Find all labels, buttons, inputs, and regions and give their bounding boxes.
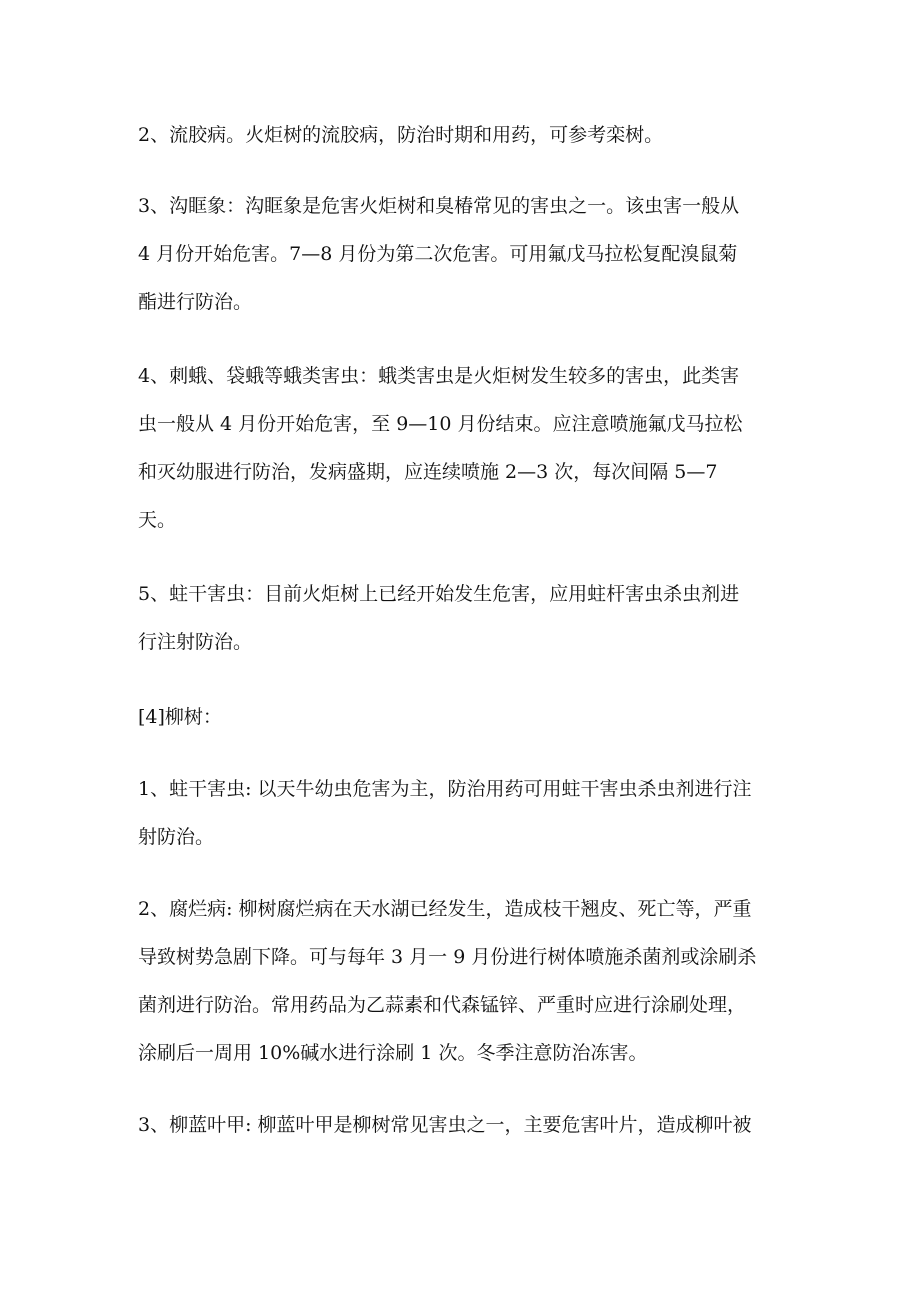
text-line: 导致树势急剧下降。可与每年 3 月一 9 月份进行树体喷施杀菌剂或涂刷杀 <box>138 946 757 968</box>
paragraph-canker <box>138 885 798 1077</box>
text-line: [4]柳树： <box>138 706 222 728</box>
paragraph-leaf-beetle <box>138 1101 798 1149</box>
text-line: 酯进行防治。 <box>138 291 253 313</box>
text-line: 3、柳蓝叶甲: 柳蓝叶甲是柳树常见害虫之一，主要危害叶片，造成柳叶被 <box>138 1114 752 1136</box>
section-heading-willow <box>138 693 798 741</box>
text-line: 菌剂进行防治。常用药品为乙蒜素和代森锰锌、严重时应进行涂刷处理， <box>138 994 747 1016</box>
text-line: 1、蛀干害虫: 以天牛幼虫危害为主，防治用药可用蛀干害虫杀虫剂进行注 <box>138 778 752 800</box>
text-line: 2、流胶病。火炬树的流胶病，防治时期和用药，可参考栾树。 <box>138 124 664 146</box>
text-line: 天。 <box>138 509 177 531</box>
text-line: 涂刷后一周用 10%碱水进行涂刷 1 次。冬季注意防治冻害。 <box>138 1042 648 1064</box>
text-line: 虫一般从 4 月份开始危害，至 9—10 月份结束。应注意喷施氟戊马拉松 <box>138 413 743 435</box>
paragraph-borer-willow <box>138 765 798 861</box>
paragraph-gummosis <box>138 111 798 159</box>
text-line: 4 月份开始危害。7—8 月份为第二次危害。可用氟戊马拉松复配溴鼠菊 <box>138 243 738 265</box>
text-line: 5、蛀干害虫：目前火炬树上已经开始发生危害，应用蛀杆害虫杀虫剂进 <box>138 583 740 605</box>
text-line: 和灭幼服进行防治，发病盛期，应连续喷施 2—3 次，每次间隔 5—7 <box>138 461 718 483</box>
text-line: 4、刺蛾、袋蛾等蛾类害虫：蛾类害虫是火炬树发生较多的害虫，此类害 <box>138 365 740 387</box>
text-line: 2、腐烂病: 柳树腐烂病在天水湖已经发生，造成枝干翘皮、死亡等，严重 <box>138 898 752 920</box>
text-line: 3、沟眶象：沟眶象是危害火炬树和臭椿常见的害虫之一。该虫害一般从 <box>138 195 740 217</box>
text-line: 行注射防治。 <box>138 631 253 653</box>
text-line: 射防治。 <box>138 826 215 848</box>
paragraph-moth-pests <box>138 352 798 544</box>
paragraph-borer-sumac <box>138 570 798 666</box>
paragraph-weevil <box>138 182 798 326</box>
